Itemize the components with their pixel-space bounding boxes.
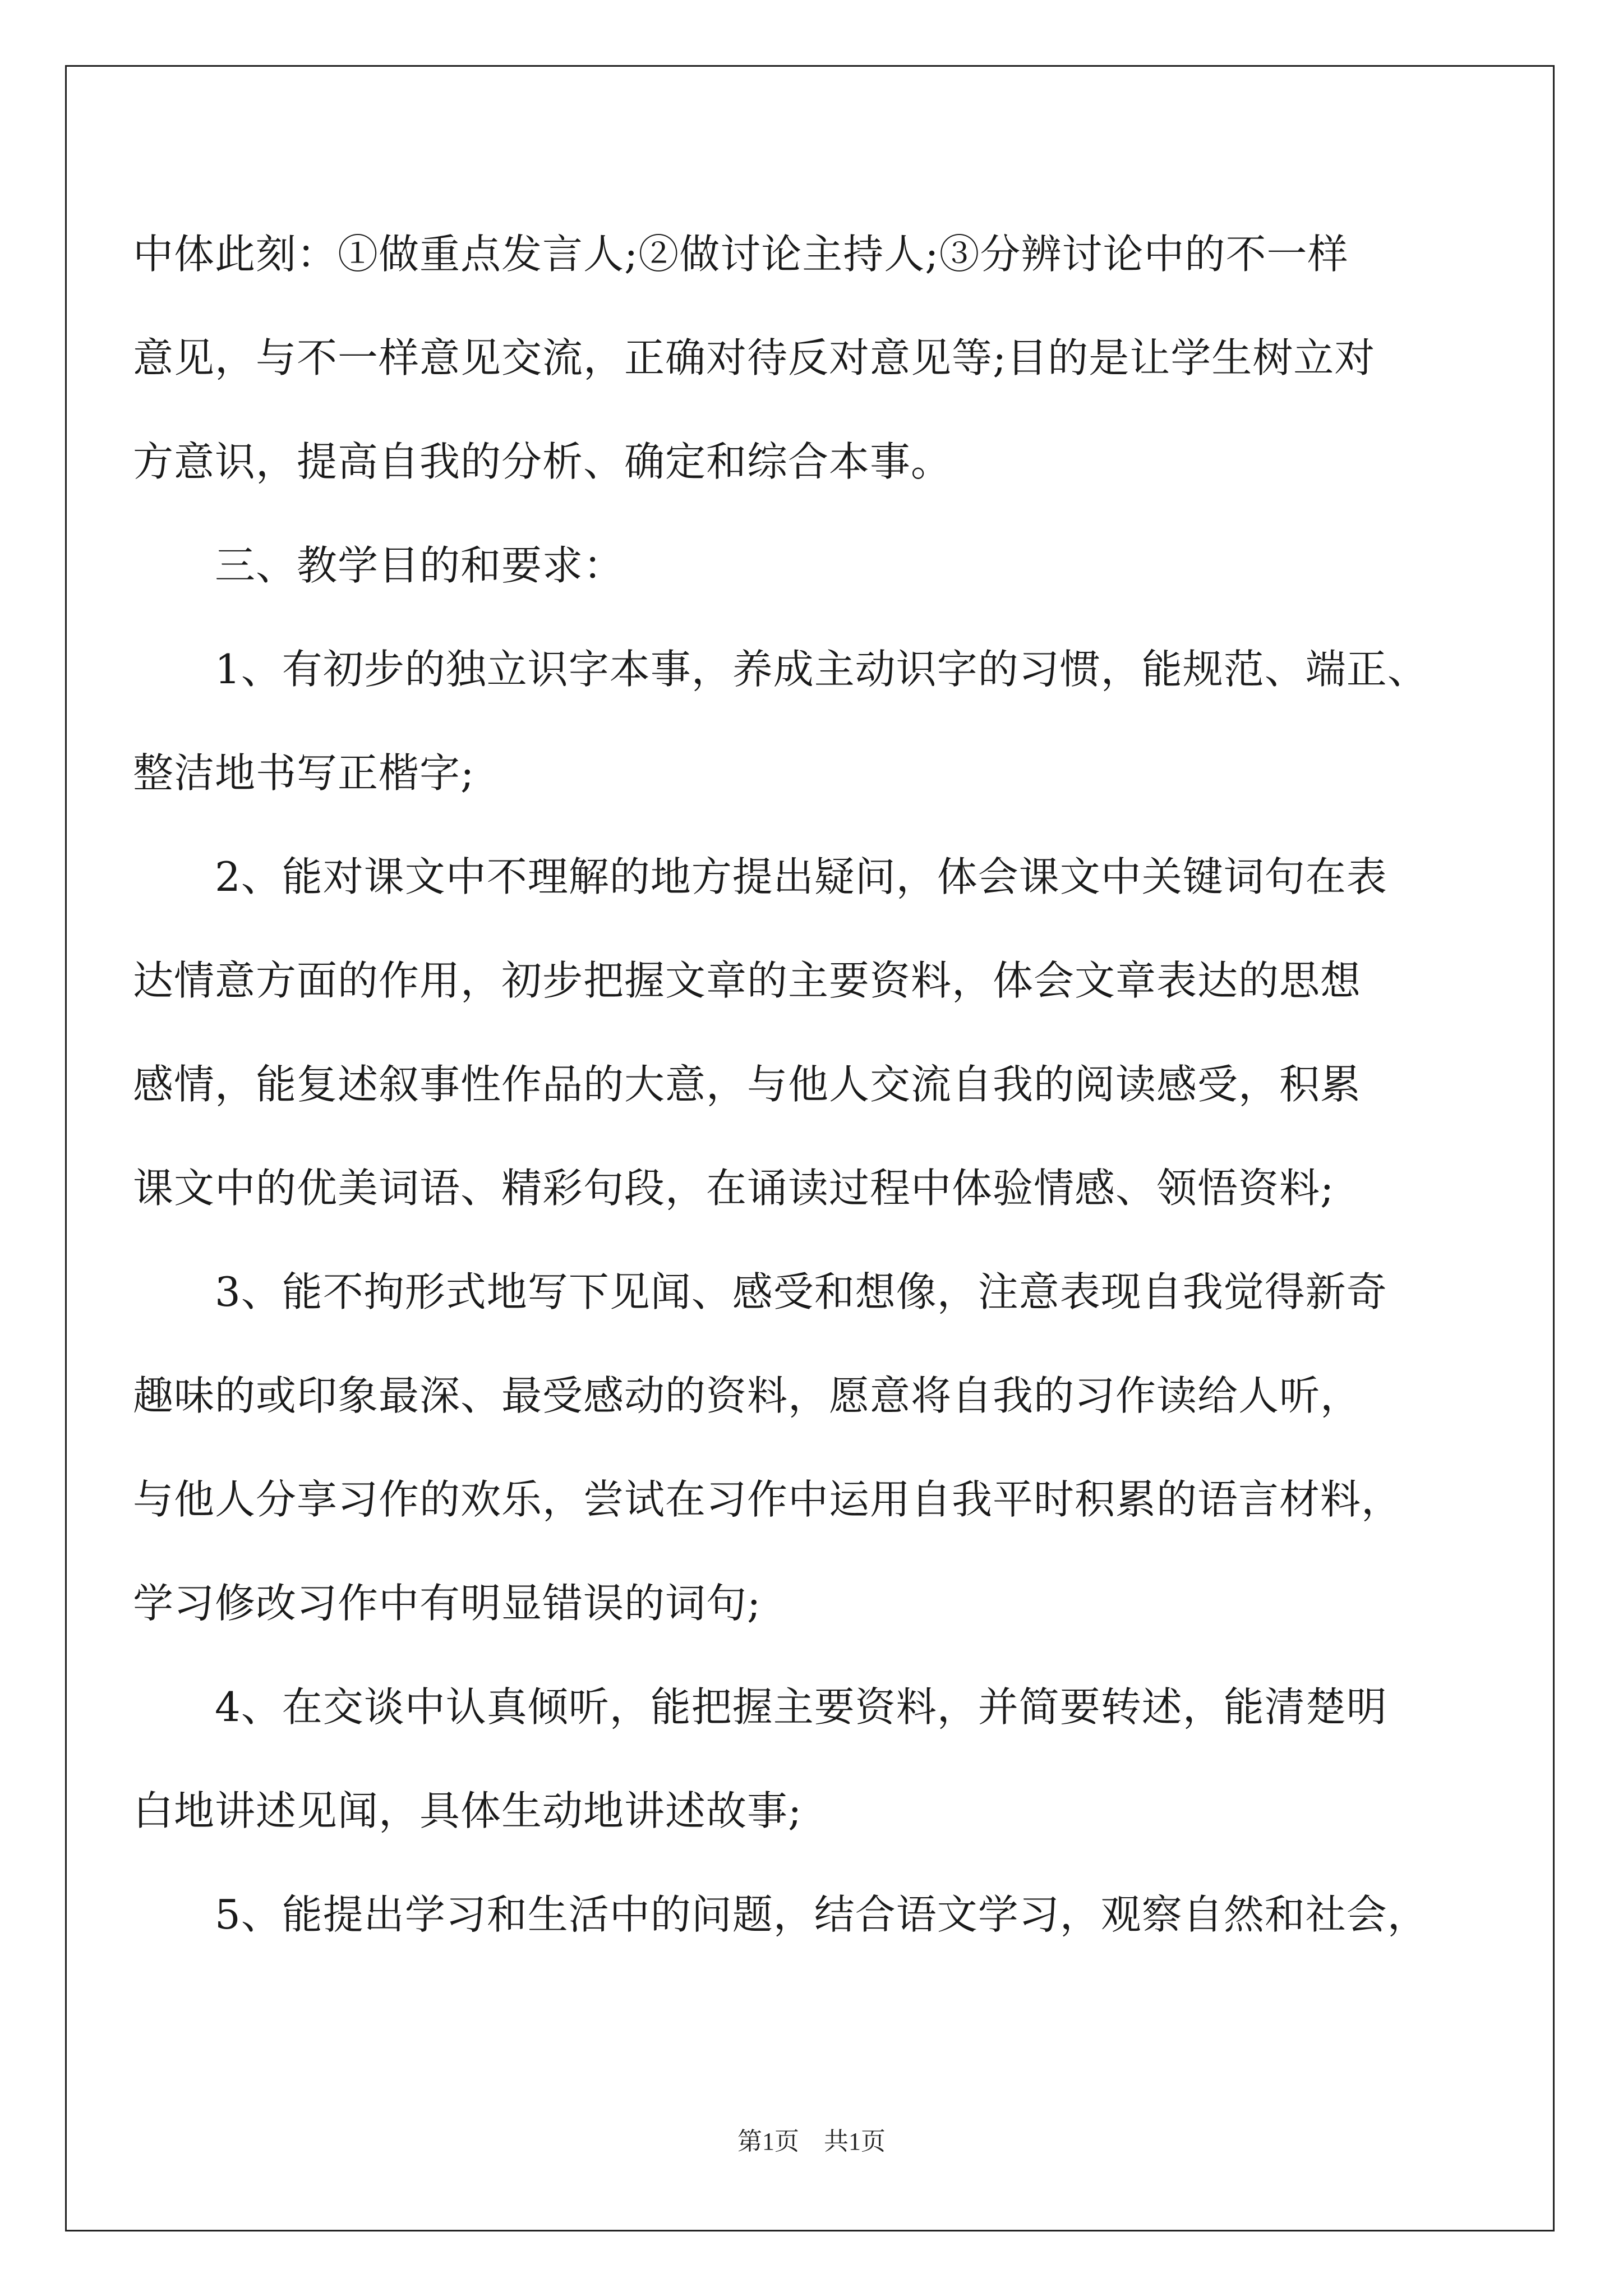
text-line: 1、有初步的独立识字本事，养成主动识字的习惯，能规范、端正、: [133, 646, 1428, 693]
text-line: 2、能对课文中不理解的地方提出疑问，体会课文中关键词句在表: [133, 853, 1387, 900]
text-line: 中体此刻：①做重点发言人;②做讨论主持人;③分辨讨论中的不一样: [133, 231, 1349, 278]
text-line: 整洁地书写正楷字;: [133, 749, 475, 797]
text-line: 白地讲述见闻，具体生动地讲述故事;: [133, 1787, 803, 1834]
text-line: 感情，能复述叙事性作品的大意，与他人交流自我的阅读感受，积累: [133, 1061, 1362, 1108]
text-line: 课文中的优美词语、精彩句段，在诵读过程中体验情感、领悟资料;: [133, 1165, 1335, 1212]
text-line: 意见，与不一样意见交流，正确对待反对意见等;目的是让学生树立对: [133, 334, 1376, 381]
text-line: 趣味的或印象最深、最受感动的资料，愿意将自我的习作读给人听，: [133, 1372, 1362, 1419]
text-line: 与他人分享习作的欢乐，尝试在习作中运用自我平时积累的语言材料，: [133, 1476, 1403, 1523]
text-line: 达情意方面的作用，初步把握文章的主要资料，体会文章表达的思想: [133, 957, 1362, 1004]
page-number-footer: 第1页 共1页: [737, 2128, 886, 2155]
section-heading: 三、教学目的和要求：: [133, 542, 625, 589]
text-line: 3、能不拘形式地写下见闻、感受和想像，注意表现自我觉得新奇: [133, 1268, 1387, 1315]
text-line: 4、在交谈中认真倾听，能把握主要资料，并简要转述，能清楚明: [133, 1683, 1387, 1731]
text-line: 学习修改习作中有明显错误的词句;: [133, 1580, 762, 1627]
text-line: 5、能提出学习和生活中的问题，结合语文学习，观察自然和社会，: [133, 1891, 1428, 1938]
text-line: 方意识，提高自我的分析、确定和综合本事。: [133, 438, 952, 485]
